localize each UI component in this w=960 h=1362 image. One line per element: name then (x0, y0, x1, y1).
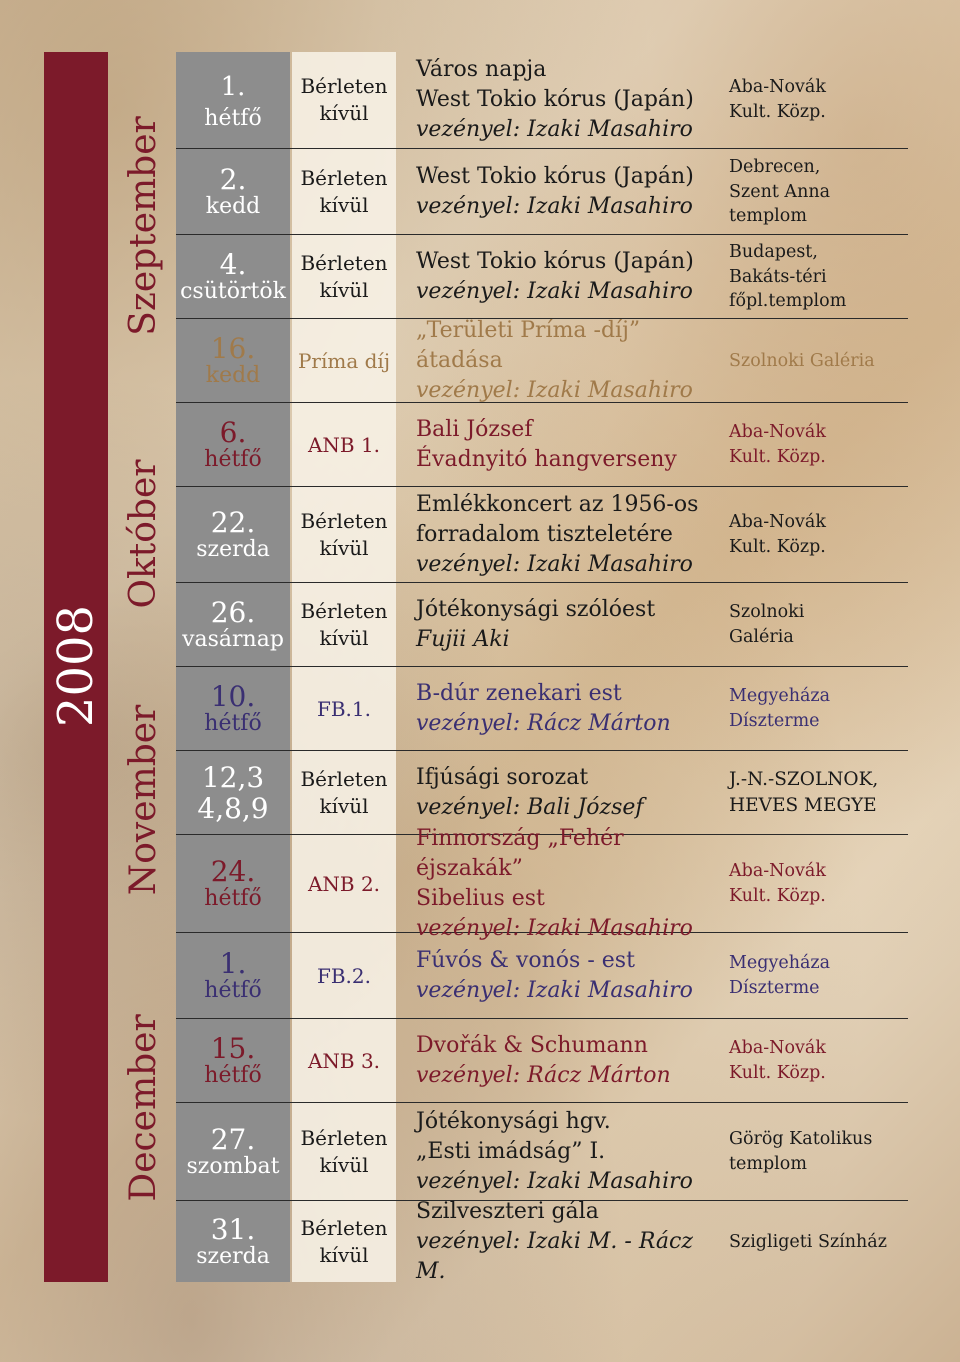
pass-line: Bérleten (300, 767, 388, 791)
pass-cell (292, 1202, 396, 1282)
schedule-row (176, 488, 908, 583)
venue-cell (729, 584, 909, 666)
event-cell (416, 317, 722, 404)
date-day: hétfő (204, 1063, 262, 1089)
venue-line: Kult. Közp. (729, 886, 826, 906)
pass-line: Príma díj (297, 348, 391, 373)
venue-line: Megyeháza (729, 953, 831, 974)
event-cell (416, 404, 722, 486)
month-label-october: Október (123, 459, 164, 609)
date-cell (176, 668, 290, 750)
date-cell (176, 1020, 290, 1102)
venue-line: Budapest, (729, 241, 818, 262)
event-line: West Tokio kórus (Japán) (416, 248, 694, 274)
event-cell (416, 825, 722, 942)
venue-line: HEVES MEGYE (729, 795, 877, 816)
pass-cell (292, 752, 396, 834)
pass-line: kívül (319, 1153, 369, 1177)
event-line: Sibelius est (416, 886, 545, 911)
schedule-row (176, 934, 908, 1019)
event-line: Bali József (416, 416, 533, 442)
event-cell (416, 934, 722, 1018)
pass-cell (292, 404, 396, 486)
event-line: Ifjúsági sorozat (416, 764, 589, 790)
pass-line: kívül (319, 278, 369, 302)
date-number: 2. (219, 163, 247, 196)
event-line: Jótékonysági hgv. (416, 1108, 611, 1134)
event-line: „Területi Príma -díj” átadása (416, 317, 641, 373)
pass-line: Bérleten (300, 1216, 388, 1240)
venue-line: Kult. Közp. (729, 537, 826, 557)
date-number: 24. (210, 855, 256, 888)
conductor-line: vezényel: Izaki Masahiro (416, 117, 693, 143)
event-line: Emlékkoncert az 1956-os (416, 491, 699, 517)
event-line: Évadnyitó hangverseny (416, 447, 677, 472)
conductor-line: vezényel: Izaki Masahiro (416, 978, 693, 1003)
date-cell (176, 404, 290, 486)
venue-line: Galéria (729, 627, 794, 647)
date-day: vasárnap (182, 627, 284, 653)
venue-cell (729, 150, 909, 234)
venue-cell (729, 320, 909, 402)
date-cell (176, 1202, 290, 1282)
date-number: 15. (210, 1032, 256, 1065)
venue-line: Görög Katolikus (729, 1129, 873, 1150)
date-number: 4,8,9 (197, 792, 269, 825)
pass-line: Bérleten (300, 74, 388, 98)
venue-cell (729, 52, 909, 148)
event-cell (416, 52, 722, 148)
pass-line: Bérleten (300, 509, 388, 533)
venue-line: Kult. Közp. (729, 102, 826, 122)
year-label: 2008 (48, 604, 104, 728)
performer-line: Fujii Aki (416, 627, 510, 652)
pass-cell (292, 320, 396, 402)
date-number: 1. (220, 71, 246, 102)
pass-line: kívül (319, 101, 369, 125)
date-day: szerda (196, 537, 270, 563)
event-line: Dvořák & Schumann (416, 1032, 648, 1058)
date-day: csütörtök (180, 279, 286, 305)
date-day: hétfő (204, 105, 262, 131)
event-cell (416, 584, 722, 666)
conductor-line: vezényel: Izaki Masahiro (416, 194, 693, 219)
date-day: hétfő (204, 711, 262, 737)
pass-cell (292, 584, 396, 666)
date-cell (176, 836, 290, 932)
venue-cell (729, 836, 909, 932)
event-cell (416, 236, 722, 318)
venue-cell (729, 488, 909, 582)
venue-line: Kult. Közp. (729, 1063, 826, 1083)
conductor-line: vezényel: Izaki Masahiro (416, 279, 693, 304)
date-day: kedd (205, 194, 261, 220)
event-line: Finnország „Fehér éjszakák” (416, 825, 624, 881)
event-line: „Esti imádság” I. (416, 1138, 606, 1164)
conductor-line: vezényel: Bali József (416, 795, 644, 820)
pass-line: kívül (319, 1243, 369, 1267)
pass-line: Bérleten (300, 599, 388, 623)
pass-line: Bérleten (300, 251, 388, 275)
date-cell (176, 1104, 290, 1200)
venue-line: Megyeháza (729, 686, 831, 707)
venue-cell (729, 668, 909, 750)
venue-line: templom (729, 1154, 807, 1174)
event-cell (416, 1104, 722, 1200)
conductor-line: vezényel: Izaki M. - Rácz M. (416, 1228, 693, 1285)
conductor-line: vezényel: Rácz Márton (416, 711, 671, 736)
conductor-line: vezényel: Rácz Márton (416, 1063, 671, 1088)
pass-line: Bérleten (300, 166, 388, 190)
date-day: hétfő (204, 447, 262, 473)
venue-cell (729, 1104, 909, 1200)
date-cell (176, 236, 290, 318)
date-number: 22. (210, 506, 256, 539)
pass-cell (292, 488, 396, 582)
schedule-row (176, 236, 908, 319)
pass-cell (292, 52, 396, 148)
venue-cell (729, 1202, 909, 1282)
pass-cell (292, 1104, 396, 1200)
month-label-november: November (123, 704, 164, 896)
venue-line: Szent Anna (729, 181, 831, 202)
schedule-row (176, 1020, 908, 1103)
schedule-row (176, 52, 908, 149)
venue-line: Szigligeti Színház (729, 1231, 887, 1252)
date-number: 10. (210, 680, 256, 713)
venue-line: Kult. Közp. (729, 447, 826, 467)
event-line: Fúvós & vonós - est (416, 947, 635, 973)
event-line: West Tokio kórus (Japán) (416, 86, 694, 112)
venue-line: Aba-Novák (729, 77, 826, 98)
pass-cell (292, 150, 396, 234)
pass-cell (292, 934, 396, 1018)
date-day: hétfő (204, 978, 262, 1004)
date-number: 16. (210, 332, 256, 365)
date-cell (176, 320, 290, 402)
event-cell (416, 150, 722, 234)
conductor-line: vezényel: Izaki Masahiro (416, 1169, 693, 1195)
pass-line: FB.1. (316, 696, 371, 721)
event-line: forradalom tiszteletére (416, 521, 673, 547)
event-cell (416, 1198, 722, 1285)
venue-line: Szolnoki (729, 602, 805, 623)
pass-cell (292, 668, 396, 750)
month-label-september: Szeptember (123, 116, 164, 336)
date-cell (176, 488, 290, 582)
event-cell (416, 1020, 722, 1102)
event-line: Szilveszteri gála (416, 1198, 599, 1224)
conductor-line: vezényel: Izaki Masahiro (416, 916, 693, 942)
month-label-december: December (123, 1014, 164, 1202)
date-cell (176, 52, 290, 148)
venue-line: Bakáts-téri (729, 266, 827, 287)
venue-line: Aba-Novák (729, 1038, 826, 1059)
venue-cell (729, 1020, 909, 1102)
event-line: Jótékonysági szólóest (416, 596, 656, 622)
pass-line: kívül (319, 794, 369, 818)
pass-cell (292, 1020, 396, 1102)
pass-line: ANB 3. (307, 1048, 381, 1073)
date-number: 26. (210, 596, 256, 629)
event-cell (416, 668, 722, 750)
venue-cell (729, 236, 909, 318)
venue-line: Szolnoki Galéria (729, 350, 875, 371)
schedule-row (176, 150, 908, 235)
venue-cell (729, 934, 909, 1018)
schedule-row (176, 404, 908, 487)
schedule-row (176, 668, 908, 751)
venue-line: Díszterme (729, 711, 820, 731)
pass-line: kívül (319, 193, 369, 217)
date-number: 27. (210, 1123, 256, 1156)
date-cell (176, 150, 290, 234)
date-day: kedd (205, 363, 261, 389)
date-number: 4. (219, 248, 247, 281)
conductor-line: vezényel: Izaki Masahiro (416, 552, 693, 578)
schedule-row (176, 317, 908, 404)
venue-line: Debrecen, (729, 156, 821, 177)
event-cell (416, 752, 722, 834)
event-line: Város napja (416, 56, 547, 82)
pass-line: FB.2. (316, 963, 371, 988)
date-number: 6. (219, 416, 247, 449)
pass-line: kívül (319, 536, 369, 560)
pass-line: ANB 2. (307, 871, 381, 896)
schedule-row (176, 1198, 908, 1285)
venue-line: Díszterme (729, 978, 820, 998)
conductor-line: vezényel: Izaki Masahiro (416, 378, 693, 404)
venue-cell (729, 752, 909, 834)
event-line: West Tokio kórus (Japán) (416, 163, 694, 189)
schedule-row (176, 1104, 908, 1201)
date-number: 31. (210, 1213, 256, 1246)
venue-cell (729, 404, 909, 486)
venue-line: Aba-Novák (729, 861, 826, 882)
date-day: szerda (196, 1244, 270, 1270)
date-number: 12,3 (201, 760, 265, 794)
pass-line: Bérleten (300, 1126, 388, 1150)
venue-line: főpl.templom (729, 291, 847, 312)
date-cell (176, 584, 290, 666)
schedule-row (176, 825, 908, 942)
pass-cell (292, 836, 396, 932)
date-day: hétfő (204, 886, 262, 912)
schedule-row (176, 584, 908, 667)
venue-line: Aba-Novák (729, 512, 826, 533)
pass-cell (292, 236, 396, 318)
venue-line: Aba-Novák (729, 422, 826, 443)
venue-line: templom (729, 206, 807, 227)
pass-line: ANB 1. (307, 432, 381, 457)
venue-line: J.-N.-SZOLNOK, (729, 768, 879, 790)
date-day: szombat (186, 1154, 280, 1180)
pass-line: kívül (319, 626, 369, 650)
date-cell (176, 752, 290, 834)
date-number: 1. (219, 947, 247, 980)
event-cell (416, 488, 722, 582)
event-line: B-dúr zenekari est (416, 680, 622, 706)
schedule-row (176, 752, 908, 835)
date-cell (176, 934, 290, 1018)
